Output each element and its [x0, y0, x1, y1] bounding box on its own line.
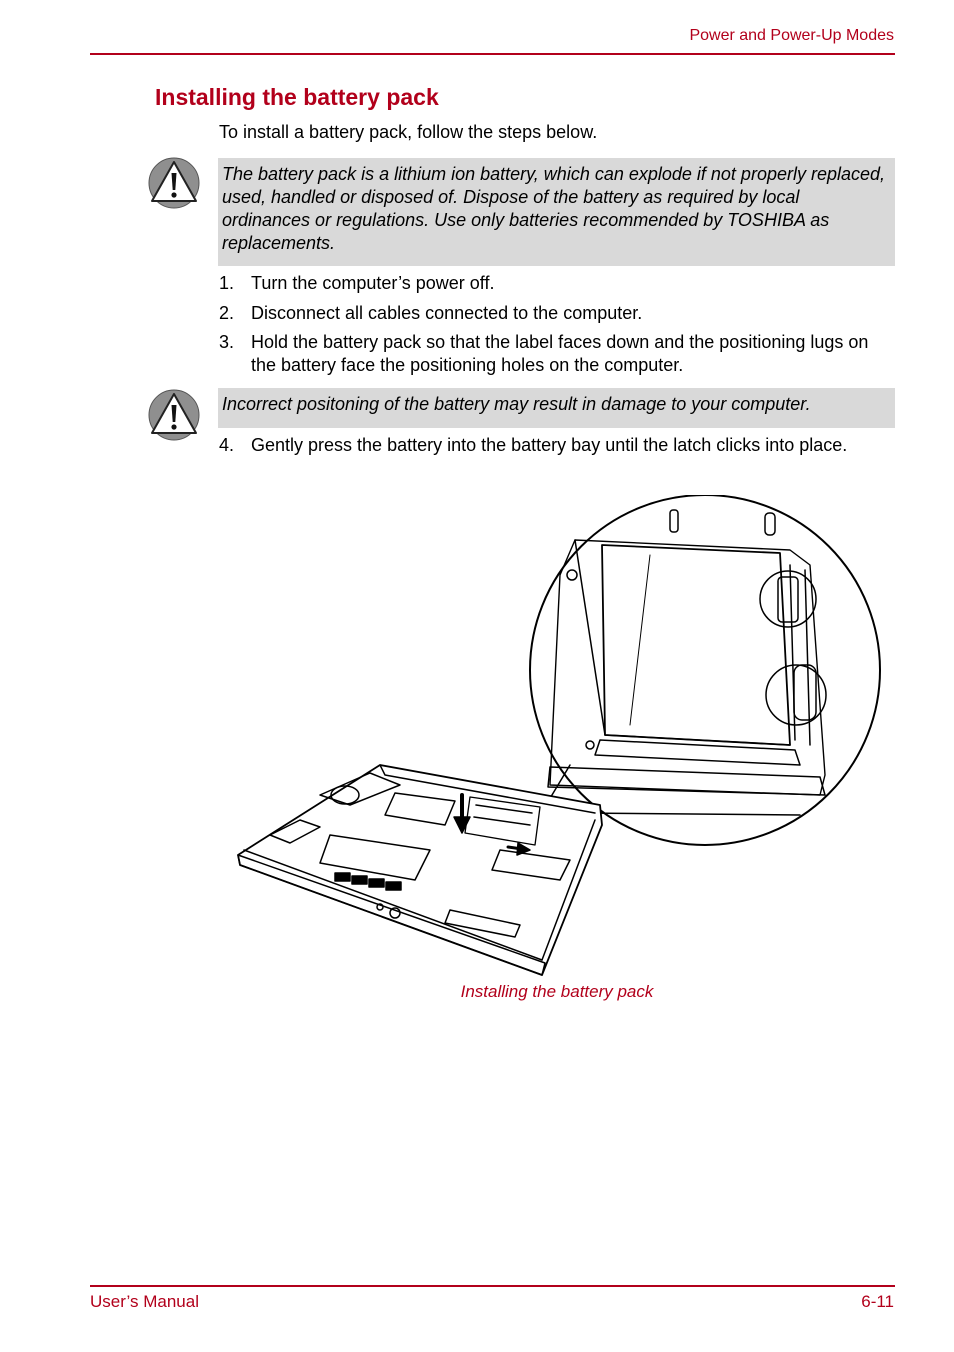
caution-icon	[148, 389, 200, 441]
intro-text: To install a battery pack, follow the steps below.	[219, 122, 598, 142]
step-number: 3.	[219, 332, 235, 352]
figure-caption: Installing the battery pack	[460, 982, 654, 1001]
warning-box-lithium	[218, 158, 895, 266]
list-item	[219, 434, 895, 457]
list-item	[219, 302, 895, 325]
list-item	[219, 272, 895, 295]
page-number: 6-11	[861, 1292, 894, 1311]
caution-icon	[148, 157, 200, 209]
footer-rule	[90, 1285, 895, 1287]
battery-installation-illustration	[230, 495, 890, 980]
warning-text: The battery pack is a lithium ion battery, which can explode if not properly replaced, used, handled or disposed of. Dispose of the battery as required by local ordinances or regulations. Use only batteries recommended by TOSHIBA as replacements.	[222, 164, 886, 253]
step-text: Hold the battery pack so that the label faces down and the positioning lugs on the battery face the positioning holes on the computer.	[251, 332, 869, 375]
step-text: Disconnect all cables connected to the computer.	[251, 303, 643, 323]
step-number: 4.	[219, 435, 235, 455]
footer-manual-title: User’s Manual	[90, 1292, 199, 1311]
step-number: 1.	[219, 273, 235, 293]
running-header: Power and Power-Up Modes	[689, 27, 894, 44]
step-text: Turn the computer’s power off.	[251, 273, 495, 293]
warning-text: Incorrect positoning of the battery may result in damage to your computer.	[222, 394, 811, 414]
step-number: 2.	[219, 303, 235, 323]
header-rule	[90, 53, 895, 55]
warning-box-positioning	[218, 388, 895, 428]
step-text: Gently press the battery into the battery bay until the latch clicks into place.	[251, 435, 848, 455]
section-title: Installing the battery pack	[155, 84, 439, 110]
list-item	[219, 331, 895, 377]
